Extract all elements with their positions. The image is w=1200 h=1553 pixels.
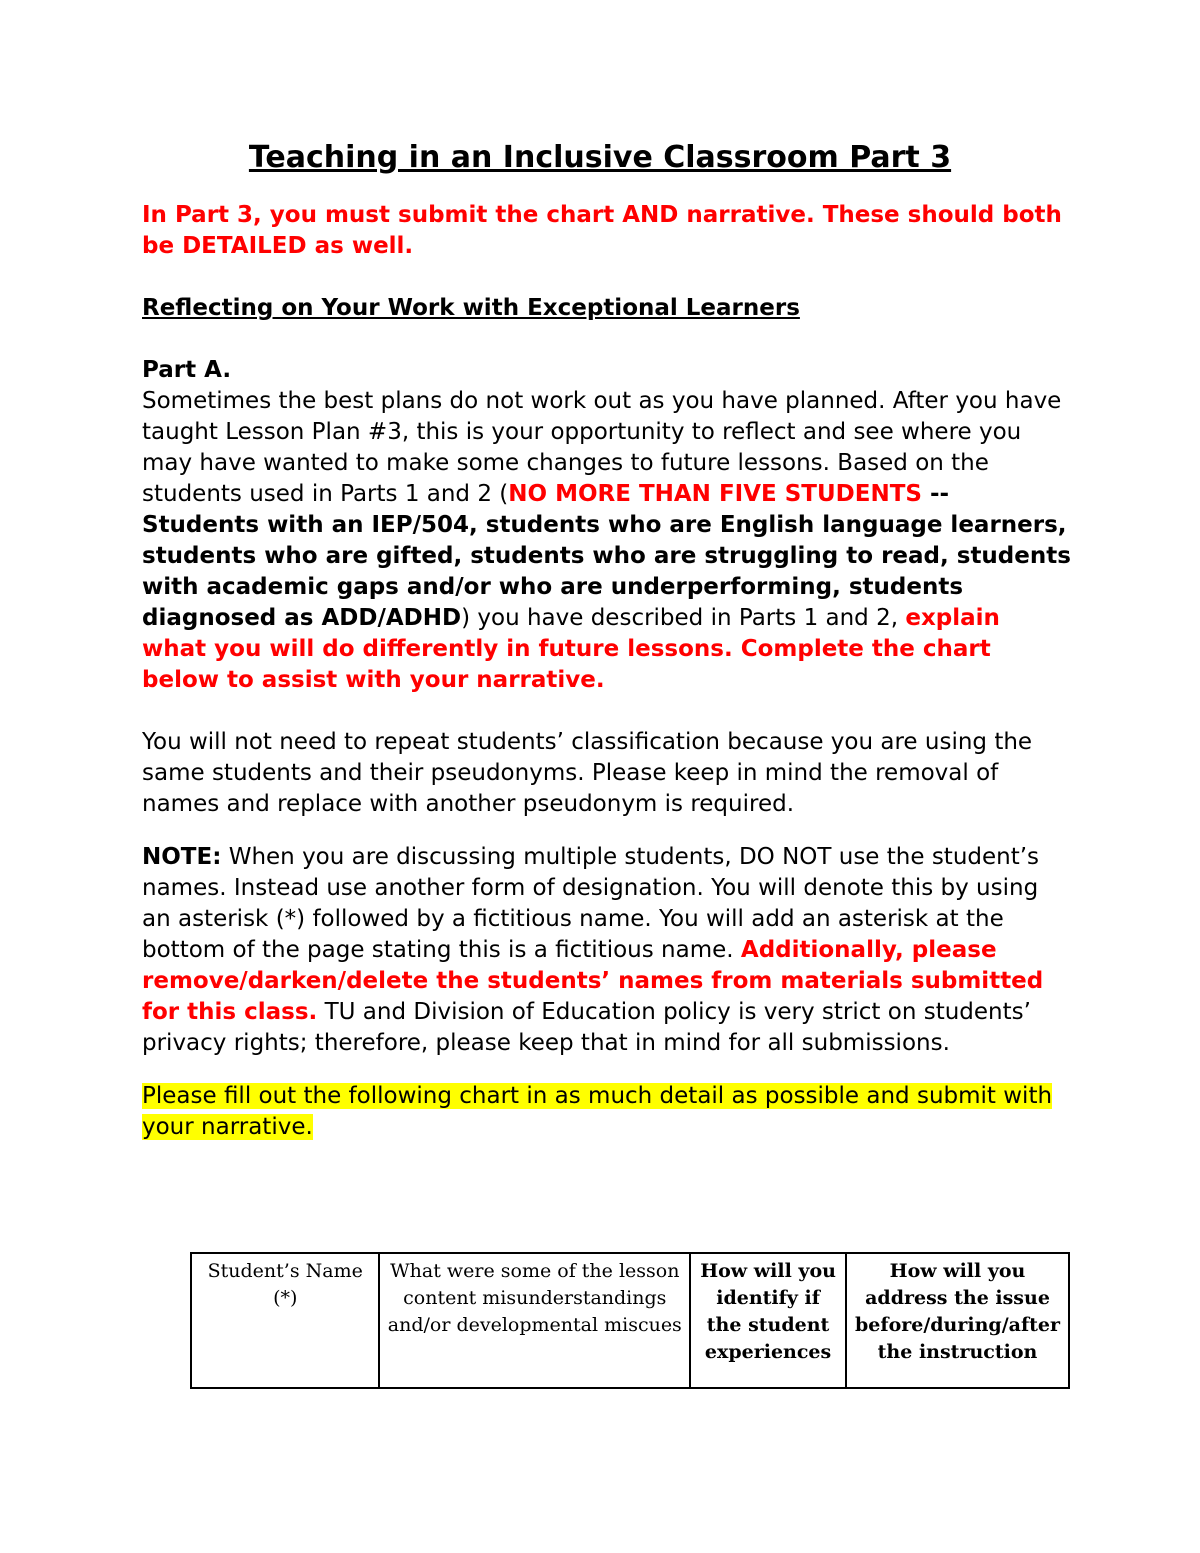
- header-identify: How will you identify if the student experiences: [690, 1253, 846, 1388]
- document-title: Teaching in an Inclusive Classroom Part 3: [248, 140, 952, 175]
- note-paragraph: [142, 842, 1072, 1059]
- chart-header-row: [191, 1253, 1069, 1388]
- note-text-end: TU and Division of Education policy is very strict on students’ privacy rights; therefore, please keep that in mind for all submissions.: [142, 999, 1031, 1056]
- header-student-name: Student’s Name (*): [191, 1253, 379, 1388]
- section-heading: Reflecting on Your Work with Exceptional Learners: [142, 295, 800, 321]
- part-a-label: Part A.: [142, 357, 232, 383]
- note-label: NOTE:: [142, 844, 222, 870]
- note-text: When you are discussing multiple students, DO NOT use the student’s names. Instead use another form of designation. You will denote this by using an asterisk (*) followed by a fictitious name. You will add an asterisk at the bottom of the page stating this is a fictitious name.: [142, 844, 1040, 963]
- part-a-text: Sometimes the best plans do not work out as you have planned. After you have taught Lesson Plan #3, this is your opportunity to reflect and see where you may have wanted to make some changes to future lessons. Based on the students used in Parts 1 and 2 (: [142, 388, 1062, 507]
- document-body: [142, 200, 1072, 1143]
- header-address-issue: How will you address the issue before/during/after the instruction: [846, 1253, 1069, 1388]
- part-a-student-limit: NO MORE THAN FIVE STUDENTS: [508, 481, 922, 507]
- part-a-text-continued: ) you have described in Parts 1 and 2,: [461, 605, 906, 631]
- chart-instruction-highlight: Please fill out the following chart in as much detail as possible and submit with your narrative.: [142, 1083, 1053, 1140]
- intro-instruction: In Part 3, you must submit the chart AND narrative. These should both be DETAILED as well.: [142, 202, 1062, 259]
- part-a-paragraph: [142, 386, 1072, 696]
- part-a-instruction: explain what you will do differently in future lessons. Complete the chart below to assist with your narrative.: [142, 605, 1000, 693]
- reflection-chart: [190, 1252, 1070, 1389]
- pseudonym-paragraph: You will not need to repeat students’ classification because you are using the same students and their pseudonyms. Please keep in mind the removal of names and replace with another pseudonym is required.: [142, 729, 1033, 817]
- chart-instruction-paragraph: [142, 1081, 1072, 1143]
- note-privacy-instruction: Additionally, please remove/darken/delete the students’ names from materials submitted for this class.: [142, 937, 1044, 1025]
- part-a-student-types: -- Students with an IEP/504, students who are English language learners, students who are gifted, students who are struggling to read, students with academic gaps and/or who are underperforming, students diagnosed as ADD/ADHD: [142, 481, 1071, 631]
- header-misunderstandings: What were some of the lesson content misunderstandings and/or developmental miscues: [379, 1253, 690, 1388]
